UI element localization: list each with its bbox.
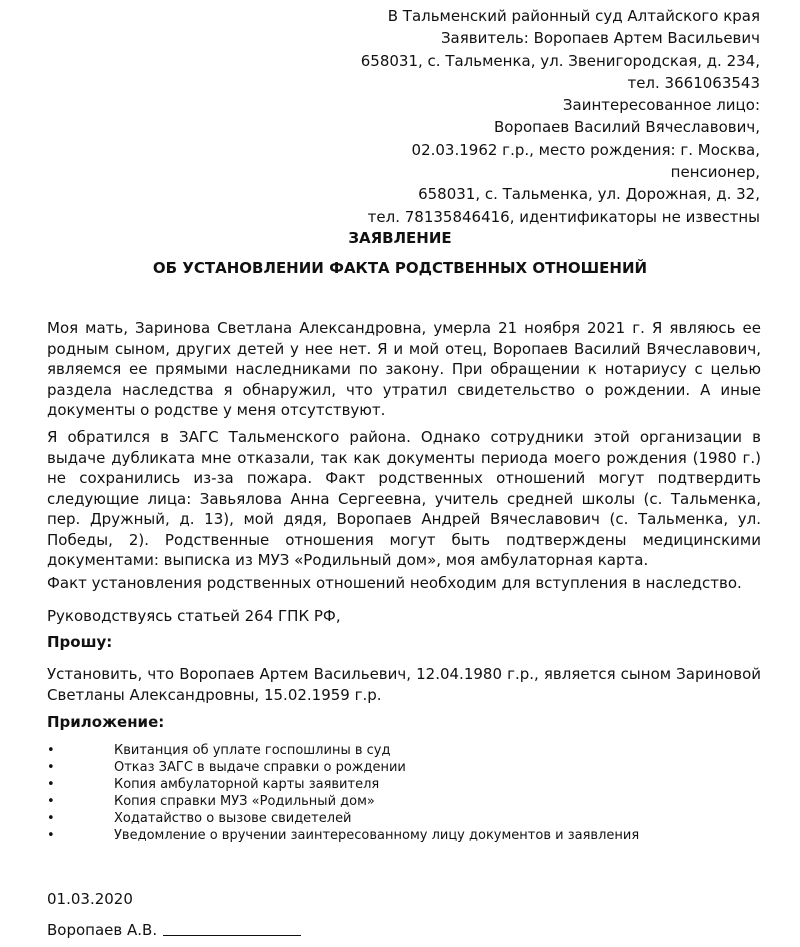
list-item-text: Отказ ЗАГС в выдаче справки о рождении	[114, 760, 406, 775]
bullet-icon: •	[47, 794, 55, 809]
header-line: Воропаев Василий Вячеславович,	[493, 118, 760, 137]
list-item	[47, 810, 767, 827]
list-item-text: Копия справки МУЗ «Родильный дом»	[114, 794, 375, 809]
list-item-text: Уведомление о вручении заинтересованному лицу документов и заявления	[114, 828, 640, 843]
paragraph-3	[47, 573, 761, 594]
bullet-icon: •	[47, 760, 55, 775]
header-line: тел. 78135846416, идентификаторы не известны	[367, 207, 760, 226]
list-item	[47, 793, 767, 810]
header-line: пенсионер,	[670, 163, 760, 182]
header-line: Заявитель: Воропаев Артем Васильевич	[440, 29, 760, 48]
list-item	[47, 827, 767, 844]
list-item	[47, 759, 767, 776]
header-line: тел. 3661063543	[627, 73, 760, 92]
paragraph-text: Моя мать, Заринова Светлана Александровна, умерла 21 ноября 2021 г. Я являюсь ее родным сыном, других детей у нее нет. Я и мой отец, Воропаев Василий Вячеславович, являемся ее прямыми наследниками по закону. При обращении к нотариусу с целью раздела наследства я обнаружил, что утратил свидетельство о рождении. А иные документы о родстве у меня отсутствуют.	[47, 319, 761, 419]
bullet-icon: •	[47, 828, 55, 843]
document-subtitle: ОБ УСТАНОВЛЕНИИ ФАКТА РОДСТВЕННЫХ ОТНОШЕНИЙ	[152, 259, 648, 277]
bullet-icon: •	[47, 777, 55, 792]
header-line: 658031, с. Тальменка, ул. Звенигородская, д. 234,	[360, 51, 760, 70]
header-line: 02.03.1962 г.р., место рождения: г. Москва,	[411, 140, 760, 159]
list-item	[47, 742, 767, 759]
paragraph-request	[47, 664, 761, 705]
signature-line	[163, 935, 301, 936]
paragraph-2	[47, 427, 761, 571]
paragraph-text: Установить, что Воропаев Артем Васильевич, 12.04.1980 г.р., является сыном Зариновой Светланы Александровны, 15.02.1959 г.р.	[47, 665, 761, 704]
header-line: 658031, с. Тальменка, ул. Дорожная, д. 32,	[418, 185, 760, 204]
request-heading: Прошу:	[47, 633, 113, 651]
bullet-icon: •	[47, 743, 55, 758]
signer-name: Воропаев А.В.	[47, 921, 158, 939]
list-item-text: Ходатайство о вызове свидетелей	[114, 811, 352, 826]
document-title: ЗАЯВЛЕНИЕ	[348, 229, 452, 247]
bullet-icon: •	[47, 811, 55, 826]
addressee-block	[200, 5, 760, 228]
attachments-list	[47, 742, 767, 844]
paragraph-text: Я обратился в ЗАГС Тальменского района. Однако сотрудники этой организации в выдаче дубликата мне отказали, так как документы периода моего рождения (1980 г.) не сохранились из-за пожара. Факт родственных отношений могут подтвердить следующие лица: Завьялова Анна Сергеевна, учитель средней школы (с. Тальменка, пер. Дружный, д. 13), мой дядя, Воропаев Андрей Вячеславович (с. Тальменка, ул. Победы, 2). Родственные отношения могут быть подтверждены медицинскими документами: выписка из МУЗ «Родильный дом», моя амбулаторная карта.	[47, 428, 761, 569]
header-line: Заинтересованное лицо:	[562, 96, 760, 115]
paragraph-4	[47, 606, 761, 627]
document-date: 01.03.2020	[47, 890, 133, 908]
list-item	[47, 776, 767, 793]
list-item-text: Копия амбулаторной карты заявителя	[114, 777, 380, 792]
paragraph-text: Руководствуясь статьей 264 ГПК РФ,	[47, 607, 341, 625]
list-item-text: Квитанция об уплате госпошлины в суд	[114, 743, 391, 758]
attachments-heading: Приложение:	[47, 713, 165, 731]
paragraph-1	[47, 318, 761, 421]
header-line: В Тальменский районный суд Алтайского края	[387, 7, 760, 25]
paragraph-text: Факт установления родственных отношений необходим для вступления в наследство.	[47, 574, 742, 592]
